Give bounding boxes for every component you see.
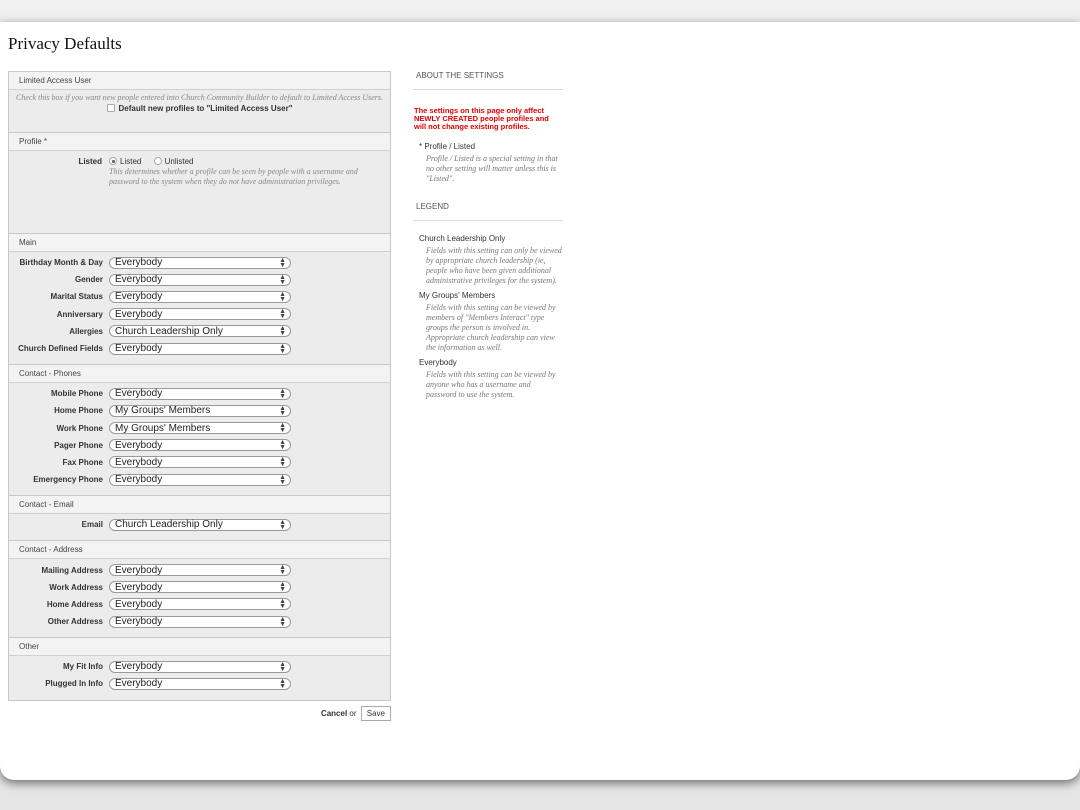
- about-header: ABOUT THE SETTINGS: [413, 71, 563, 90]
- legend-desc: Fields with this setting can be viewed by members of "Members Interact" type groups the person is involved in. Appropriate church leadership can view the information as well.: [426, 303, 556, 352]
- field-row-church-defined-fields: [9, 340, 390, 357]
- field-row-home-address: [9, 596, 390, 613]
- select-value: Everybody: [115, 291, 163, 303]
- warning-text: The settings on this page only affect NEWLY CREATED people profiles and will not change existing profiles.: [414, 106, 549, 131]
- marital-status-select[interactable]: [109, 291, 291, 303]
- field-label: Work Address: [49, 582, 103, 592]
- field-label: My Fit Info: [63, 662, 103, 672]
- legend-term: Church Leadership Only: [419, 234, 506, 243]
- my-fit-info-select[interactable]: [109, 661, 291, 673]
- field-row-emergency-phone: [9, 471, 390, 488]
- select-value: Everybody: [115, 581, 163, 593]
- about-sidebar: [413, 71, 563, 405]
- form-footer: [8, 706, 391, 721]
- allergies-select[interactable]: [109, 325, 291, 337]
- field-row-fax-phone: [9, 454, 390, 471]
- mailing-address-select[interactable]: [109, 564, 291, 576]
- radio-unlisted-label: Unlisted: [164, 157, 194, 166]
- limited-access-checkbox-label: Default new profiles to "Limited Access User": [118, 103, 293, 113]
- updown-arrow-icon: ▲ ▼: [279, 660, 286, 673]
- field-label: Gender: [74, 275, 103, 285]
- updown-arrow-icon: ▲ ▼: [279, 518, 286, 531]
- select-value: My Groups' Members: [115, 405, 211, 417]
- field-label: Mobile Phone: [51, 389, 103, 399]
- radio-listed-option[interactable]: [109, 157, 141, 166]
- field-label: Other Address: [47, 617, 103, 627]
- select-value: Everybody: [115, 274, 163, 286]
- field-label: Work Phone: [56, 423, 103, 433]
- section-header: Limited Access User: [9, 72, 390, 90]
- select-value: Everybody: [115, 456, 163, 468]
- section-contact-address: [8, 540, 391, 637]
- updown-arrow-icon: ▲ ▼: [279, 598, 286, 611]
- field-row-marital-status: [9, 288, 390, 305]
- field-label: Emergency Phone: [33, 475, 103, 485]
- profile-note: This determines whether a profile can be seen by people with a username and password to the system when they do not have administration privileges.: [109, 167, 358, 186]
- legend-item: [419, 358, 563, 400]
- updown-arrow-icon: ▲ ▼: [279, 439, 286, 452]
- updown-arrow-icon: ▲ ▼: [279, 615, 286, 628]
- field-label: Home Address: [46, 599, 103, 609]
- limited-access-checkbox[interactable]: [107, 104, 115, 112]
- updown-arrow-icon: ▲ ▼: [279, 308, 286, 321]
- select-value: Everybody: [115, 678, 163, 690]
- field-label: Fax Phone: [62, 457, 103, 467]
- section-limited-access: [8, 71, 391, 132]
- select-value: Everybody: [115, 439, 163, 451]
- field-label: Mailing Address: [41, 565, 103, 575]
- field-row-email: [9, 516, 390, 533]
- field-row-mailing-address: [9, 561, 390, 578]
- legend-item: [419, 234, 563, 286]
- section-header: Contact - Phones: [9, 365, 390, 383]
- field-label: Anniversary: [56, 309, 103, 319]
- privacy-form: [8, 71, 391, 721]
- legend-term: Everybody: [419, 358, 457, 367]
- browser-top-strip: [0, 0, 1080, 22]
- email-select[interactable]: [109, 519, 291, 531]
- select-value: Everybody: [115, 257, 163, 269]
- select-value: Church Leadership Only: [115, 325, 223, 337]
- save-button[interactable]: Save: [361, 706, 391, 721]
- select-value: Everybody: [115, 598, 163, 610]
- select-value: Church Leadership Only: [115, 519, 223, 531]
- section-contact-phones: [8, 364, 391, 495]
- field-row-anniversary: [9, 306, 390, 323]
- radio-listed[interactable]: [109, 157, 117, 165]
- field-label: Home Phone: [54, 406, 103, 416]
- field-row-birthday-month-day: [9, 254, 390, 271]
- anniversary-select[interactable]: [109, 308, 291, 320]
- updown-arrow-icon: ▲ ▼: [279, 290, 286, 303]
- listed-label: Listed: [78, 157, 102, 166]
- field-label: Church Defined Fields: [18, 344, 103, 354]
- legend-header: LEGEND: [413, 202, 563, 221]
- profile-listed-desc: Profile / Listed is a special setting in that no other setting will matter unless this is "Listed".: [426, 154, 558, 183]
- home-address-select[interactable]: [109, 598, 291, 610]
- field-label: Plugged In Info: [45, 679, 103, 689]
- select-value: Everybody: [115, 564, 163, 576]
- updown-arrow-icon: ▲ ▼: [279, 422, 286, 435]
- birthday-month-day-select[interactable]: [109, 257, 291, 269]
- limited-access-note: Check this box if you want new people entered into Church Community Builder to default to Limited Access Users.: [16, 93, 383, 102]
- updown-arrow-icon: ▲ ▼: [279, 404, 286, 417]
- page-window: [0, 22, 1080, 780]
- select-value: Everybody: [115, 661, 163, 673]
- select-value: Everybody: [115, 343, 163, 355]
- updown-arrow-icon: ▲ ▼: [279, 342, 286, 355]
- field-row-other-address: [9, 613, 390, 630]
- radio-unlisted[interactable]: [154, 157, 162, 165]
- section-header: Contact - Email: [9, 496, 390, 514]
- limited-access-checkbox-row[interactable]: [9, 104, 390, 113]
- field-label: Marital Status: [50, 292, 103, 302]
- updown-arrow-icon: ▲ ▼: [279, 473, 286, 486]
- plugged-in-info-select[interactable]: [109, 678, 291, 690]
- section-profile: [8, 132, 391, 233]
- section-header: Main: [9, 234, 390, 252]
- field-row-gender: [9, 271, 390, 288]
- updown-arrow-icon: ▲ ▼: [279, 387, 286, 400]
- cancel-link[interactable]: Cancel: [320, 708, 348, 718]
- section-header: Contact - Address: [9, 541, 390, 559]
- radio-listed-label: Listed: [120, 157, 142, 166]
- legend-item: [419, 291, 563, 353]
- other-address-select[interactable]: [109, 616, 291, 628]
- gender-select[interactable]: [109, 274, 291, 286]
- updown-arrow-icon: ▲ ▼: [279, 273, 286, 286]
- updown-arrow-icon: ▲ ▼: [279, 677, 286, 690]
- emergency-phone-select[interactable]: [109, 474, 291, 486]
- select-value: Everybody: [115, 308, 163, 320]
- updown-arrow-icon: ▲ ▼: [279, 256, 286, 269]
- pager-phone-select[interactable]: [109, 439, 291, 451]
- select-value: My Groups' Members: [115, 422, 211, 434]
- church-defined-fields-select[interactable]: [109, 343, 291, 355]
- mobile-phone-select[interactable]: [109, 388, 291, 400]
- section-contact-email: [8, 495, 391, 540]
- legend-desc: Fields with this setting can be viewed by anyone who has a username and password to use the system.: [426, 370, 556, 399]
- profile-listed-term: * Profile / Listed: [419, 142, 476, 151]
- field-row-allergies: [9, 323, 390, 340]
- select-value: Everybody: [115, 616, 163, 628]
- home-phone-select[interactable]: [109, 405, 291, 417]
- field-label: Email: [81, 520, 103, 530]
- field-row-plugged-in-info: [9, 675, 390, 692]
- updown-arrow-icon: ▲ ▼: [279, 325, 286, 338]
- select-value: Everybody: [115, 388, 163, 400]
- page-title: Privacy Defaults: [8, 34, 122, 53]
- field-row-home-phone: [9, 402, 390, 419]
- fax-phone-select[interactable]: [109, 456, 291, 468]
- legend-term: My Groups' Members: [419, 291, 496, 300]
- legend-desc: Fields with this setting can only be viewed by appropriate church leadership (ie, people who have been given additional administrative privileges for the system).: [426, 246, 562, 285]
- updown-arrow-icon: ▲ ▼: [279, 581, 286, 594]
- field-row-work-phone: [9, 420, 390, 437]
- field-label: Allergies: [69, 326, 103, 336]
- field-row-my-fit-info: [9, 658, 390, 675]
- field-label: Birthday Month & Day: [19, 258, 103, 268]
- profile-listed-note: [419, 142, 563, 184]
- field-row-mobile-phone: [9, 385, 390, 402]
- field-label: Pager Phone: [54, 440, 103, 450]
- section-main: [8, 233, 391, 364]
- or-text: or: [349, 708, 357, 718]
- section-header: Profile *: [9, 133, 390, 151]
- work-address-select[interactable]: [109, 581, 291, 593]
- updown-arrow-icon: ▲ ▼: [279, 564, 286, 577]
- select-value: Everybody: [115, 474, 163, 486]
- updown-arrow-icon: ▲ ▼: [279, 456, 286, 469]
- section-header: Other: [9, 638, 390, 656]
- field-row-work-address: [9, 579, 390, 596]
- field-row-pager-phone: [9, 437, 390, 454]
- radio-unlisted-option[interactable]: [154, 157, 194, 166]
- work-phone-select[interactable]: [109, 422, 291, 434]
- section-other: [8, 637, 391, 700]
